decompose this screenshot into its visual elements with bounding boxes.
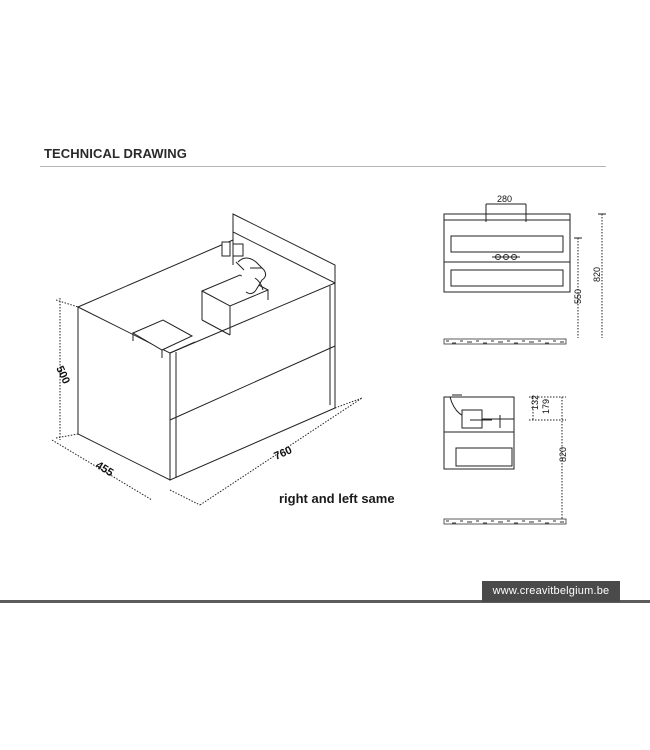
dim-side-height-820: 820 (558, 446, 568, 462)
front-cabinet (444, 220, 570, 292)
dim-tap-spacing-280: 280 (497, 194, 513, 204)
front-floor-hatch (444, 339, 566, 344)
dim-basin-depth-132: 132 (530, 394, 540, 410)
cabinet-front (170, 283, 335, 480)
mirror-note: right and left same (279, 491, 395, 506)
front-view (444, 204, 606, 338)
basin-top (444, 214, 570, 220)
dim-total-height-820: 820 (592, 266, 602, 282)
dim-width-760: 760 (272, 444, 294, 463)
dim-depth-455: 455 (93, 459, 116, 480)
dim-height-500: 500 (53, 364, 72, 386)
side-floor-hatch (444, 519, 566, 524)
page-title: TECHNICAL DRAWING (44, 146, 188, 161)
dim-rim-179: 179 (541, 398, 551, 414)
dim-cabinet-height-550: 550 (573, 288, 583, 304)
website-link[interactable]: www.creavitbelgium.be (482, 581, 620, 602)
